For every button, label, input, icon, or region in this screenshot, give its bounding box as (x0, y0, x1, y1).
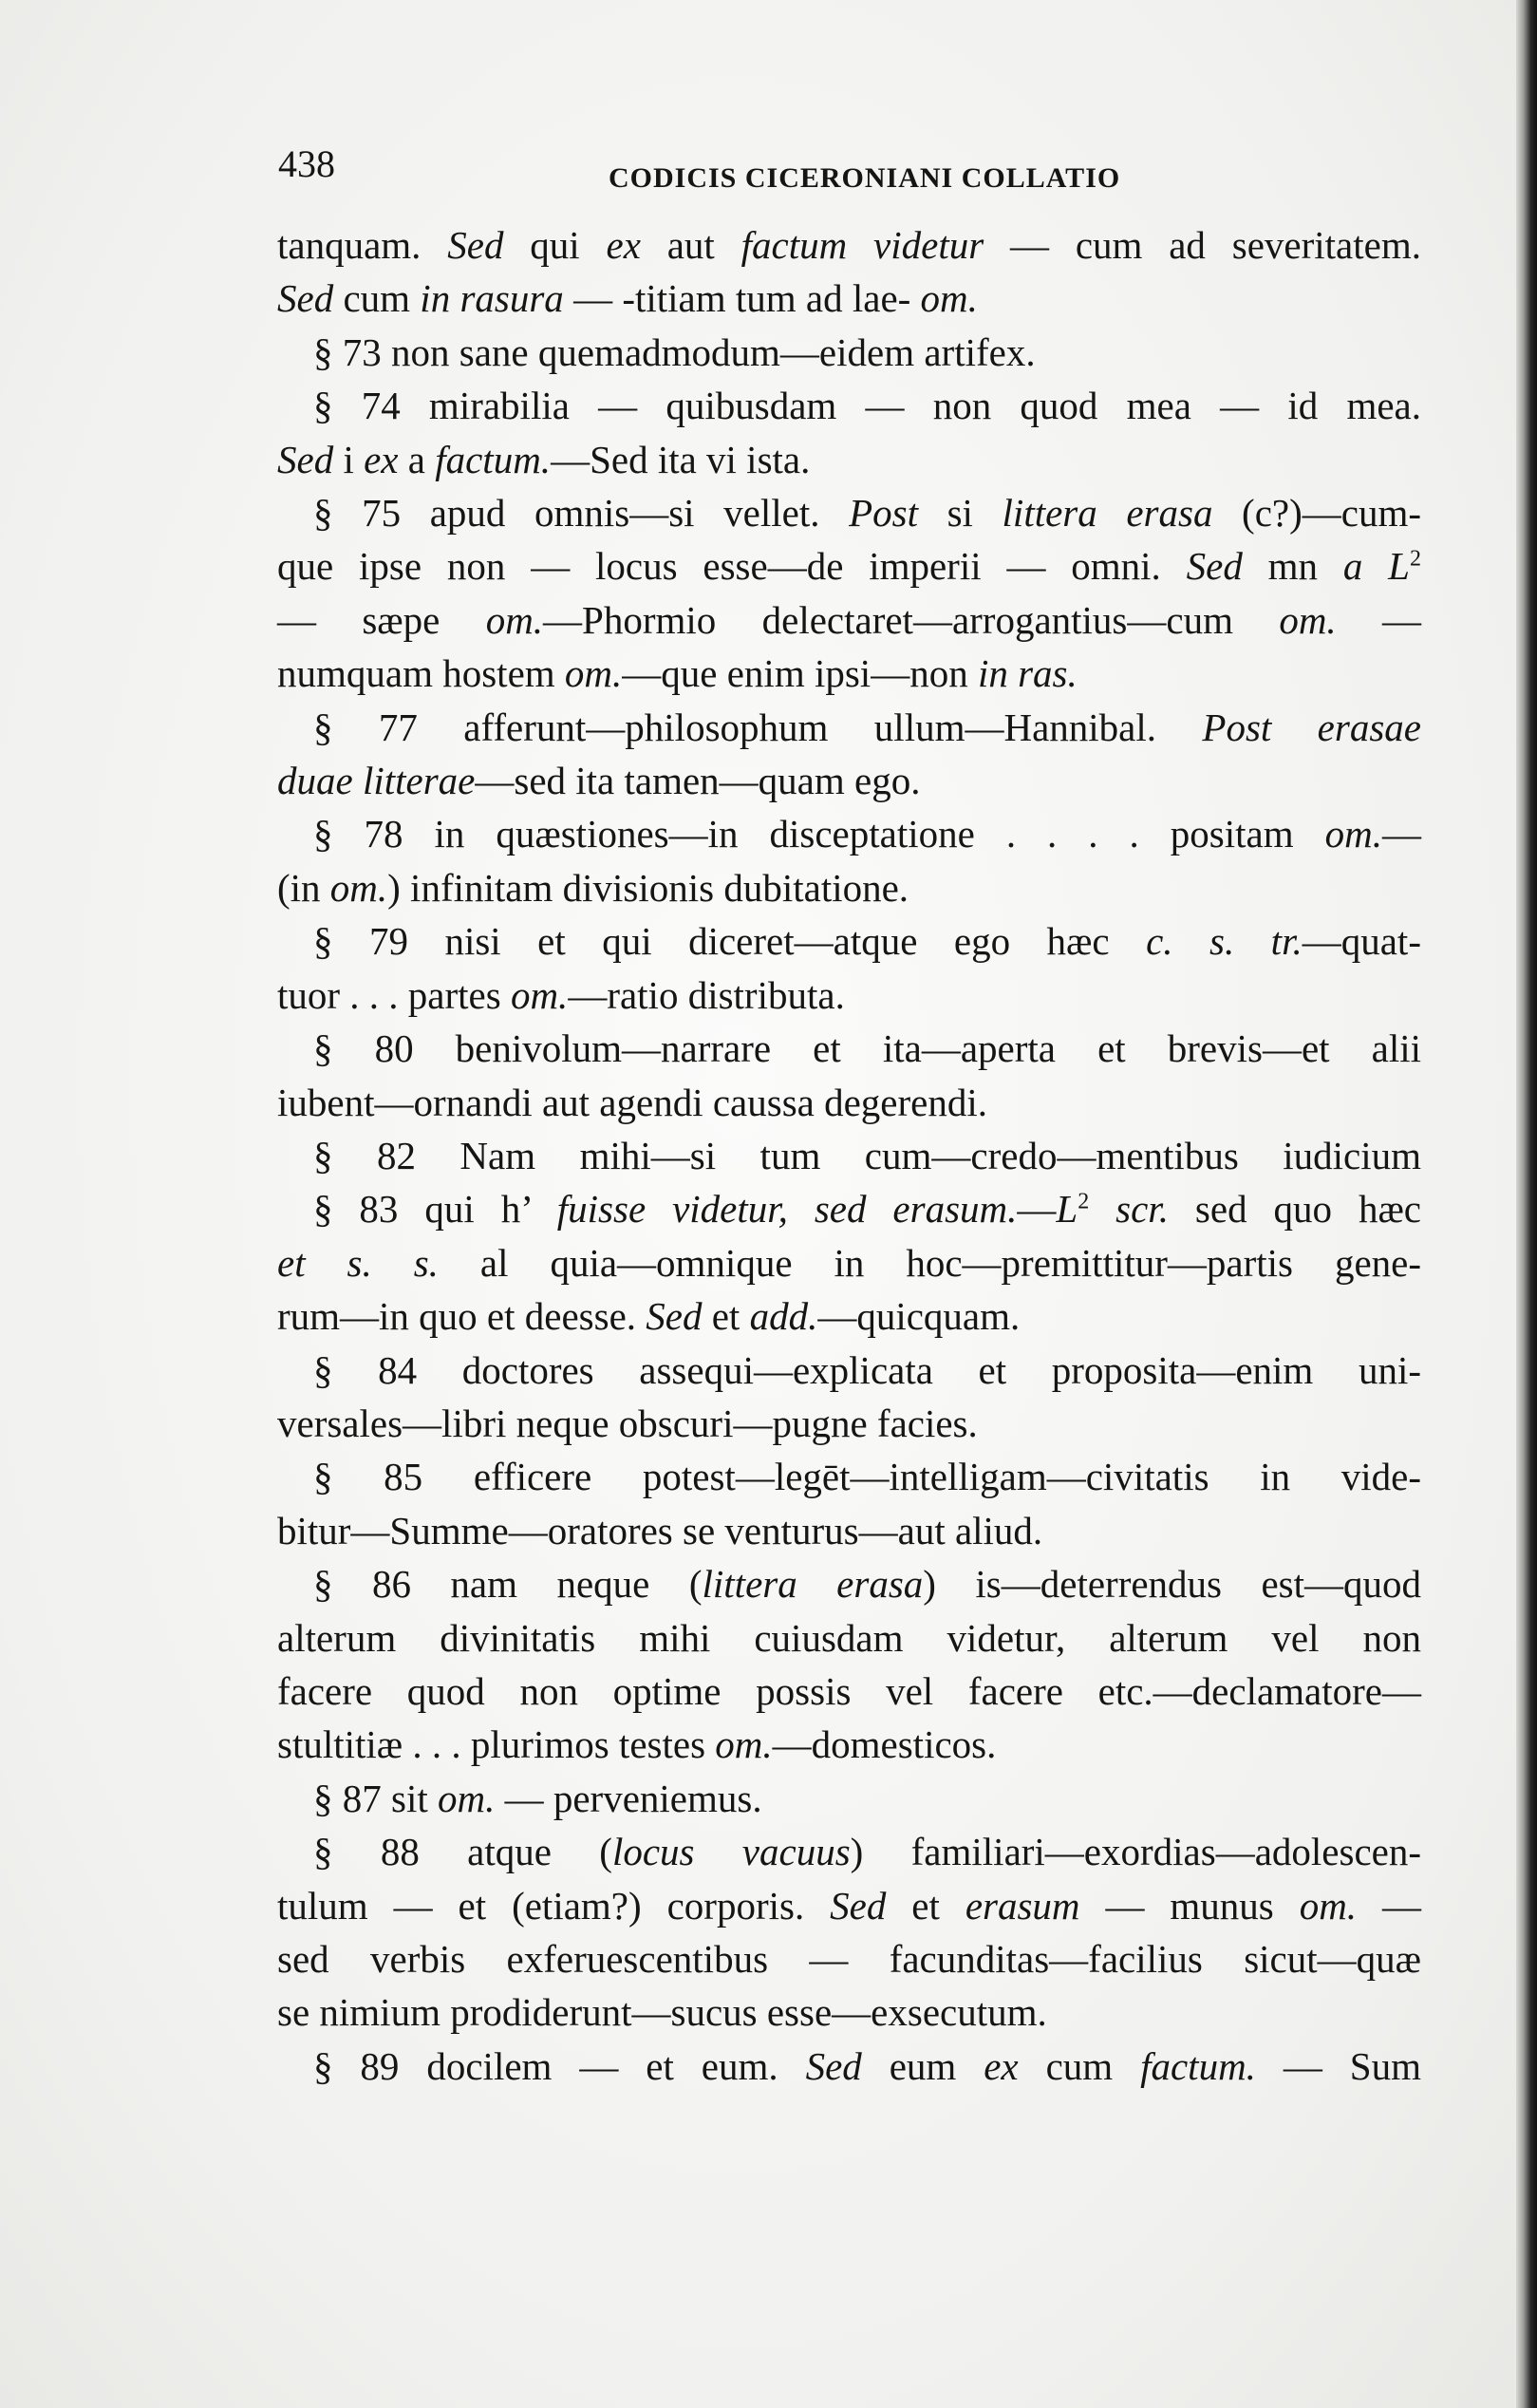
text-run: § 80 benivolum—narrare et ita—aperta et brevis—et alii (313, 1026, 1421, 1071)
text-run: —sed ita tamen—quam ego. (475, 759, 921, 803)
text-line (277, 1825, 1421, 1878)
page-header (278, 141, 1408, 198)
page-number: 438 (278, 142, 335, 185)
italic-text: om. (564, 651, 623, 696)
italic-text: locus vacuus (611, 1830, 851, 1874)
text-line (277, 433, 1421, 486)
text-run: § 74 mirabilia — quibusdam — non quod mea — id mea. (313, 384, 1421, 428)
italic-text: littera erasa (702, 1562, 924, 1607)
text-line (277, 1236, 1421, 1289)
text-run: facere quod non optime possis vel facere etc.—declamatore— (277, 1668, 1421, 1713)
italic-text: Sed (830, 1883, 887, 1928)
text-run: — perveniemus. (495, 1776, 762, 1820)
italic-text: erasum (965, 1883, 1080, 1928)
italic-text: factum. (435, 437, 552, 481)
text-run: § 78 in quæstiones—in disceptatione . . . . positam (313, 812, 1325, 856)
text-run: iubent—ornandi aut agendi caussa degerendi. (277, 1080, 987, 1124)
text-run: § 84 doctores assequi—explicata et proposita—enim uni- (313, 1347, 1421, 1392)
text-run: —Phormio delectaret—arrogantius—cum (543, 597, 1280, 642)
text-run: § 75 apud omnis—si vellet. (313, 491, 850, 536)
text-line (277, 1182, 1421, 1235)
text-line (277, 1289, 1421, 1343)
running-title: CODICIS CICERONIANI COLLATIO (609, 162, 1121, 194)
text-run: § 85 efficere potest—legēt—intelligam—civitatis in vide- (313, 1455, 1421, 1499)
text-line (277, 486, 1421, 539)
text-run: eum (861, 2043, 984, 2088)
text-run: cum (1018, 2043, 1141, 2088)
italic-text: om. (1324, 812, 1382, 856)
text-run: § 82 Nam mihi—si tum cum—credo—mentibus iudicium (313, 1133, 1421, 1177)
text-run: a (398, 437, 436, 481)
text-run: § 88 atque ( (313, 1830, 612, 1874)
italic-text: Post (849, 491, 918, 536)
italic-text: om. (485, 597, 544, 642)
italic-text: Sed (646, 1294, 703, 1339)
text-run: sed verbis exferuescentibus — facunditas—facilius sicut—quæ (277, 1937, 1421, 1981)
text-run: al quia—omnique in hoc—premittitur—partis gene- (438, 1240, 1421, 1285)
italic-text: add. (749, 1294, 818, 1339)
text-line (277, 1718, 1421, 1771)
text-run: bitur—Summe—oratores se venturus—aut aliud. (277, 1508, 1043, 1552)
text-run: — -titiam tum ad lae- (563, 276, 921, 321)
text-run: tulum — et (etiam?) corporis. (277, 1883, 831, 1928)
text-run: — cum ad severitatem. (984, 223, 1421, 267)
text-line (277, 1932, 1421, 1985)
text-run: sed quo hæc (1168, 1187, 1421, 1232)
text-line (277, 379, 1421, 432)
text-run: —que enim ipsi—non (622, 651, 978, 696)
text-run: § 73 non sane quemadmodum—eidem artifex. (313, 329, 1036, 374)
italic-text: duae litterae (277, 759, 476, 803)
text-line (277, 1076, 1421, 1129)
italic-text: ex (984, 2043, 1019, 2088)
text-run: ) familiari—exordias—adolescen- (850, 1830, 1421, 1874)
text-run: versales—libri neque obscuri—pugne facies. (277, 1401, 978, 1445)
text-line (277, 1611, 1421, 1665)
text-run: cum (333, 276, 421, 321)
superscript: 2 (1078, 1189, 1090, 1214)
text-run: mn (1242, 544, 1343, 589)
italic-text: L (1056, 1187, 1078, 1232)
text-line (277, 1504, 1421, 1557)
text-line (277, 218, 1421, 272)
text-line (277, 914, 1421, 968)
superscript: 2 (1409, 546, 1421, 572)
text-line (277, 861, 1421, 914)
italic-text: Sed (277, 437, 334, 481)
italic-text: littera erasa (1002, 491, 1213, 536)
text-run: —quicquam. (817, 1294, 1021, 1339)
italic-text: et s. s. (277, 1240, 439, 1285)
text-run: et (702, 1294, 750, 1339)
text-run: § 77 afferunt—philosophum ullum—Hannibal. (313, 705, 1203, 749)
text-line (277, 1129, 1421, 1182)
text-line (277, 1344, 1421, 1397)
text-run: (c?)—cum- (1212, 491, 1421, 536)
italic-text: factum videtur (740, 223, 984, 267)
text-run: numquam hostem (277, 651, 565, 696)
text-run: — (1336, 597, 1422, 642)
text-run: si (917, 491, 1003, 536)
text-line (277, 701, 1421, 754)
text-line (277, 1022, 1421, 1075)
page-binding-edge (1516, 0, 1537, 2408)
text-line (277, 2040, 1421, 2093)
text-line (277, 969, 1421, 1022)
text-line (277, 326, 1421, 379)
text-run: § 89 docilem — et eum. (313, 2043, 806, 2088)
text-run: § 79 nisi et qui diceret—atque ego hæc (313, 919, 1147, 964)
italic-text: scr. (1115, 1187, 1169, 1232)
italic-text: Sed (1186, 544, 1243, 589)
italic-text: ex (364, 437, 399, 481)
text-run: § 83 qui h’ (313, 1187, 557, 1232)
text-run: ) is—deterrendus est—quod (923, 1562, 1422, 1607)
text-run: —domesticos. (772, 1722, 997, 1767)
text-line (277, 1450, 1421, 1503)
body-text (277, 218, 1421, 2093)
text-run: — sæpe (277, 597, 486, 642)
text-run: tuor . . . partes (277, 972, 511, 1017)
italic-text: om. (920, 276, 978, 321)
text-run: — munus (1079, 1883, 1300, 1928)
text-run: alterum divinitatis mihi cuiusdam videtur, alterum vel non (277, 1615, 1421, 1660)
italic-text: Post erasae (1202, 705, 1421, 749)
italic-text: fuisse videtur, sed erasum. (556, 1187, 1018, 1232)
italic-text: in rasura (420, 276, 564, 321)
text-line (277, 754, 1421, 807)
text-run: — Sum (1255, 2043, 1421, 2088)
text-line (277, 647, 1421, 700)
text-run: qui (503, 223, 607, 267)
text-run: rum—in quo et deesse. (277, 1294, 647, 1339)
italic-text: om. (438, 1776, 496, 1820)
text-run (1089, 1187, 1115, 1231)
italic-text: a L (1342, 544, 1410, 589)
text-run: —ratio distributa. (568, 972, 845, 1017)
text-run: — (1382, 812, 1421, 856)
italic-text: Sed (805, 2043, 862, 2088)
text-run: § 86 nam neque ( (313, 1562, 703, 1607)
italic-text: in ras. (977, 651, 1078, 696)
text-run: — (1017, 1187, 1057, 1232)
text-line (277, 1397, 1421, 1450)
text-run: tanquam. (277, 223, 448, 267)
italic-text: om. (510, 972, 569, 1017)
text-run: et (886, 1883, 965, 1928)
text-run: ) infinitam divisionis dubitatione. (387, 865, 909, 910)
italic-text: factum. (1140, 2043, 1256, 2088)
text-run: se nimium prodiderunt—sucus esse—exsecutum. (277, 1990, 1047, 2035)
text-run: stultitiæ . . . plurimos testes (277, 1722, 716, 1767)
italic-text: om. (715, 1722, 773, 1767)
text-line (277, 593, 1421, 647)
text-line (277, 539, 1421, 593)
text-run: aut (640, 223, 741, 267)
text-run: § 87 sit (313, 1776, 438, 1820)
text-line (277, 1879, 1421, 1932)
text-run: (in (277, 865, 330, 910)
italic-text: ex (606, 223, 641, 267)
text-line (277, 1985, 1421, 2039)
italic-text: om. (329, 865, 388, 910)
text-line (277, 1772, 1421, 1825)
text-line (277, 1665, 1421, 1718)
text-run: —Sed ita vi ista. (551, 437, 811, 481)
text-run: —quat- (1302, 919, 1421, 964)
text-run: i (333, 437, 365, 481)
italic-text: om. (1279, 597, 1337, 642)
italic-text: Sed (277, 276, 334, 321)
text-line (277, 807, 1421, 860)
text-run: — (1357, 1883, 1422, 1928)
text-run: que ipse non — locus esse—de imperii — omni. (277, 544, 1187, 589)
italic-text: c. s. tr. (1146, 919, 1303, 964)
italic-text: Sed (447, 223, 504, 267)
italic-text: om. (1299, 1883, 1358, 1928)
text-line (277, 1557, 1421, 1610)
text-line (277, 272, 1421, 325)
